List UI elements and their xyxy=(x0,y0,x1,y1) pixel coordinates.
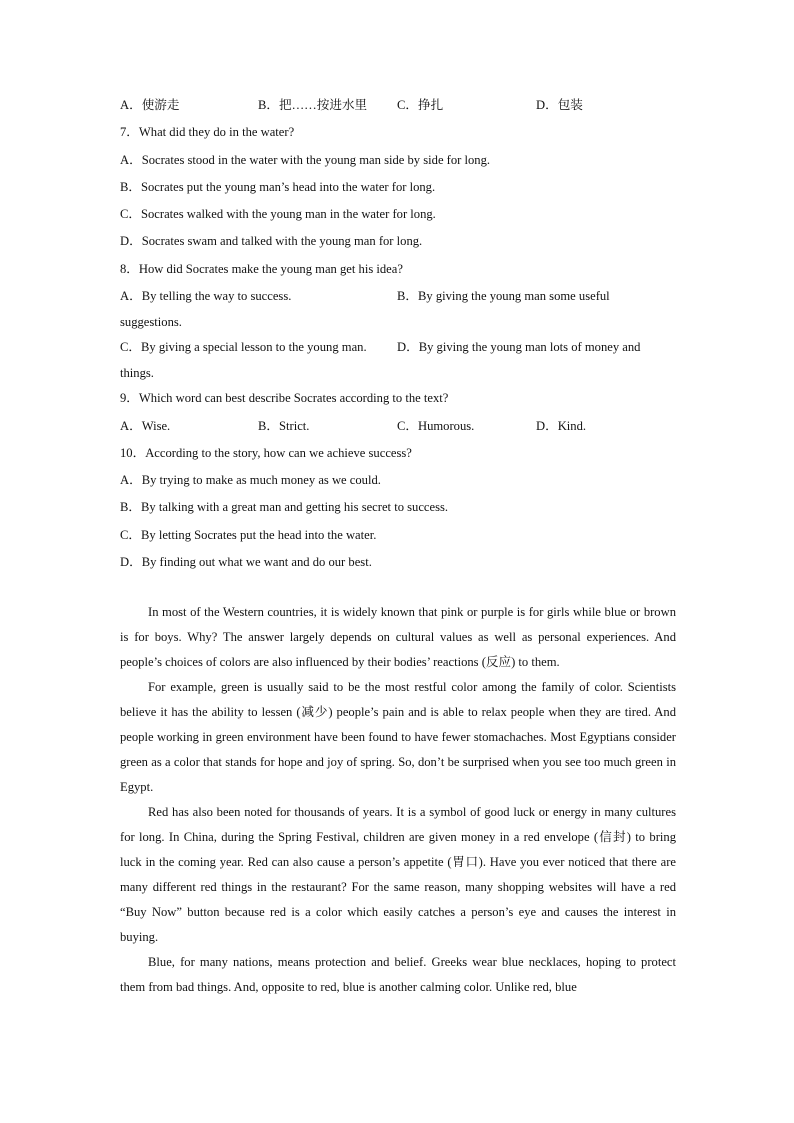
q6-option-d: D．包装 xyxy=(536,98,583,112)
q8-option-d: D．By giving the young man lots of money and xyxy=(397,340,641,354)
reading-passage xyxy=(120,600,676,1000)
passage-paragraph-1: In most of the Western countries, it is widely known that pink or purple is for girls while blue or brown is for boys. Why? The answer largely depends on cultural values as well as personal experiences. And people’s choices of colors are also influenced by their bodies’ reactions (反应) to them. xyxy=(120,605,676,669)
q7-option-a: A．Socrates stood in the water with the young man side by side for long. xyxy=(120,153,491,167)
q8-option-b: B．By giving the young man some useful xyxy=(397,289,610,303)
q7-option-c: C．Socrates walked with the young man in the water for long. xyxy=(120,207,436,221)
q7-option-d: D．Socrates swam and talked with the young man for long. xyxy=(120,234,423,248)
q10-option-a: A．By trying to make as much money as we could. xyxy=(120,473,381,487)
passage-paragraph-3: Red has also been noted for thousands of years. It is a symbol of good luck or energy in many cultures for long. In China, during the Spring Festival, children are given money in a red envelope (信封) to bring luck in the coming year. Red can also cause a person’s appetite (胃口). Have you ever noticed that there are many different red things in the restaurant? For the same reason, many shopping websites will have a red “Buy Now” button because red is a color which easily catches a person’s eye and causes the interest in buying. xyxy=(120,805,676,944)
q9-stem: 9．Which word can best describe Socrates according to the text? xyxy=(120,391,449,405)
q6-option-c: C．挣扎 xyxy=(397,98,444,112)
q7-stem: 7．What did they do in the water? xyxy=(120,125,295,139)
q10-option-d: D．By finding out what we want and do our best. xyxy=(120,555,372,569)
q8-option-a: A．By telling the way to success. xyxy=(120,289,292,303)
q8-option-b-continued: suggestions. xyxy=(120,315,182,329)
q10-option-b: B．By talking with a great man and getting his secret to success. xyxy=(120,500,449,514)
q8-option-c: C．By giving a special lesson to the young man. xyxy=(120,340,367,354)
q10-option-c: C．By letting Socrates put the head into the water. xyxy=(120,528,377,542)
q9-option-d: D．Kind. xyxy=(536,419,587,433)
passage-paragraph-4: Blue, for many nations, means protection and belief. Greeks wear blue necklaces, hoping to protect them from bad things. And, opposite to red, blue is another calming color. Unlike red, blue xyxy=(120,955,676,994)
q6-option-a: A．使游走 xyxy=(120,98,180,112)
q7-option-b: B．Socrates put the young man’s head into the water for long. xyxy=(120,180,436,194)
q9-option-b: B．Strict. xyxy=(258,419,310,433)
q10-stem: 10．According to the story, how can we achieve success? xyxy=(120,446,412,460)
q6-option-b: B．把……按进水里 xyxy=(258,98,368,112)
q9-option-a: A．Wise. xyxy=(120,419,171,433)
q9-option-c: C．Humorous. xyxy=(397,419,475,433)
passage-paragraph-2: For example, green is usually said to be the most restful color among the family of color. Scientists believe it has the ability to lessen (减少) people’s pain and is able to relax people when they are tired. And people working in green environment have been found to have fewer stomachaches. Most Egyptians consider green as a color that stands for hope and joy of spring. So, don’t be surprised when you see too much green in Egypt. xyxy=(120,680,676,794)
q8-option-d-continued: things. xyxy=(120,366,154,380)
q8-stem: 8．How did Socrates make the young man get his idea? xyxy=(120,262,403,276)
